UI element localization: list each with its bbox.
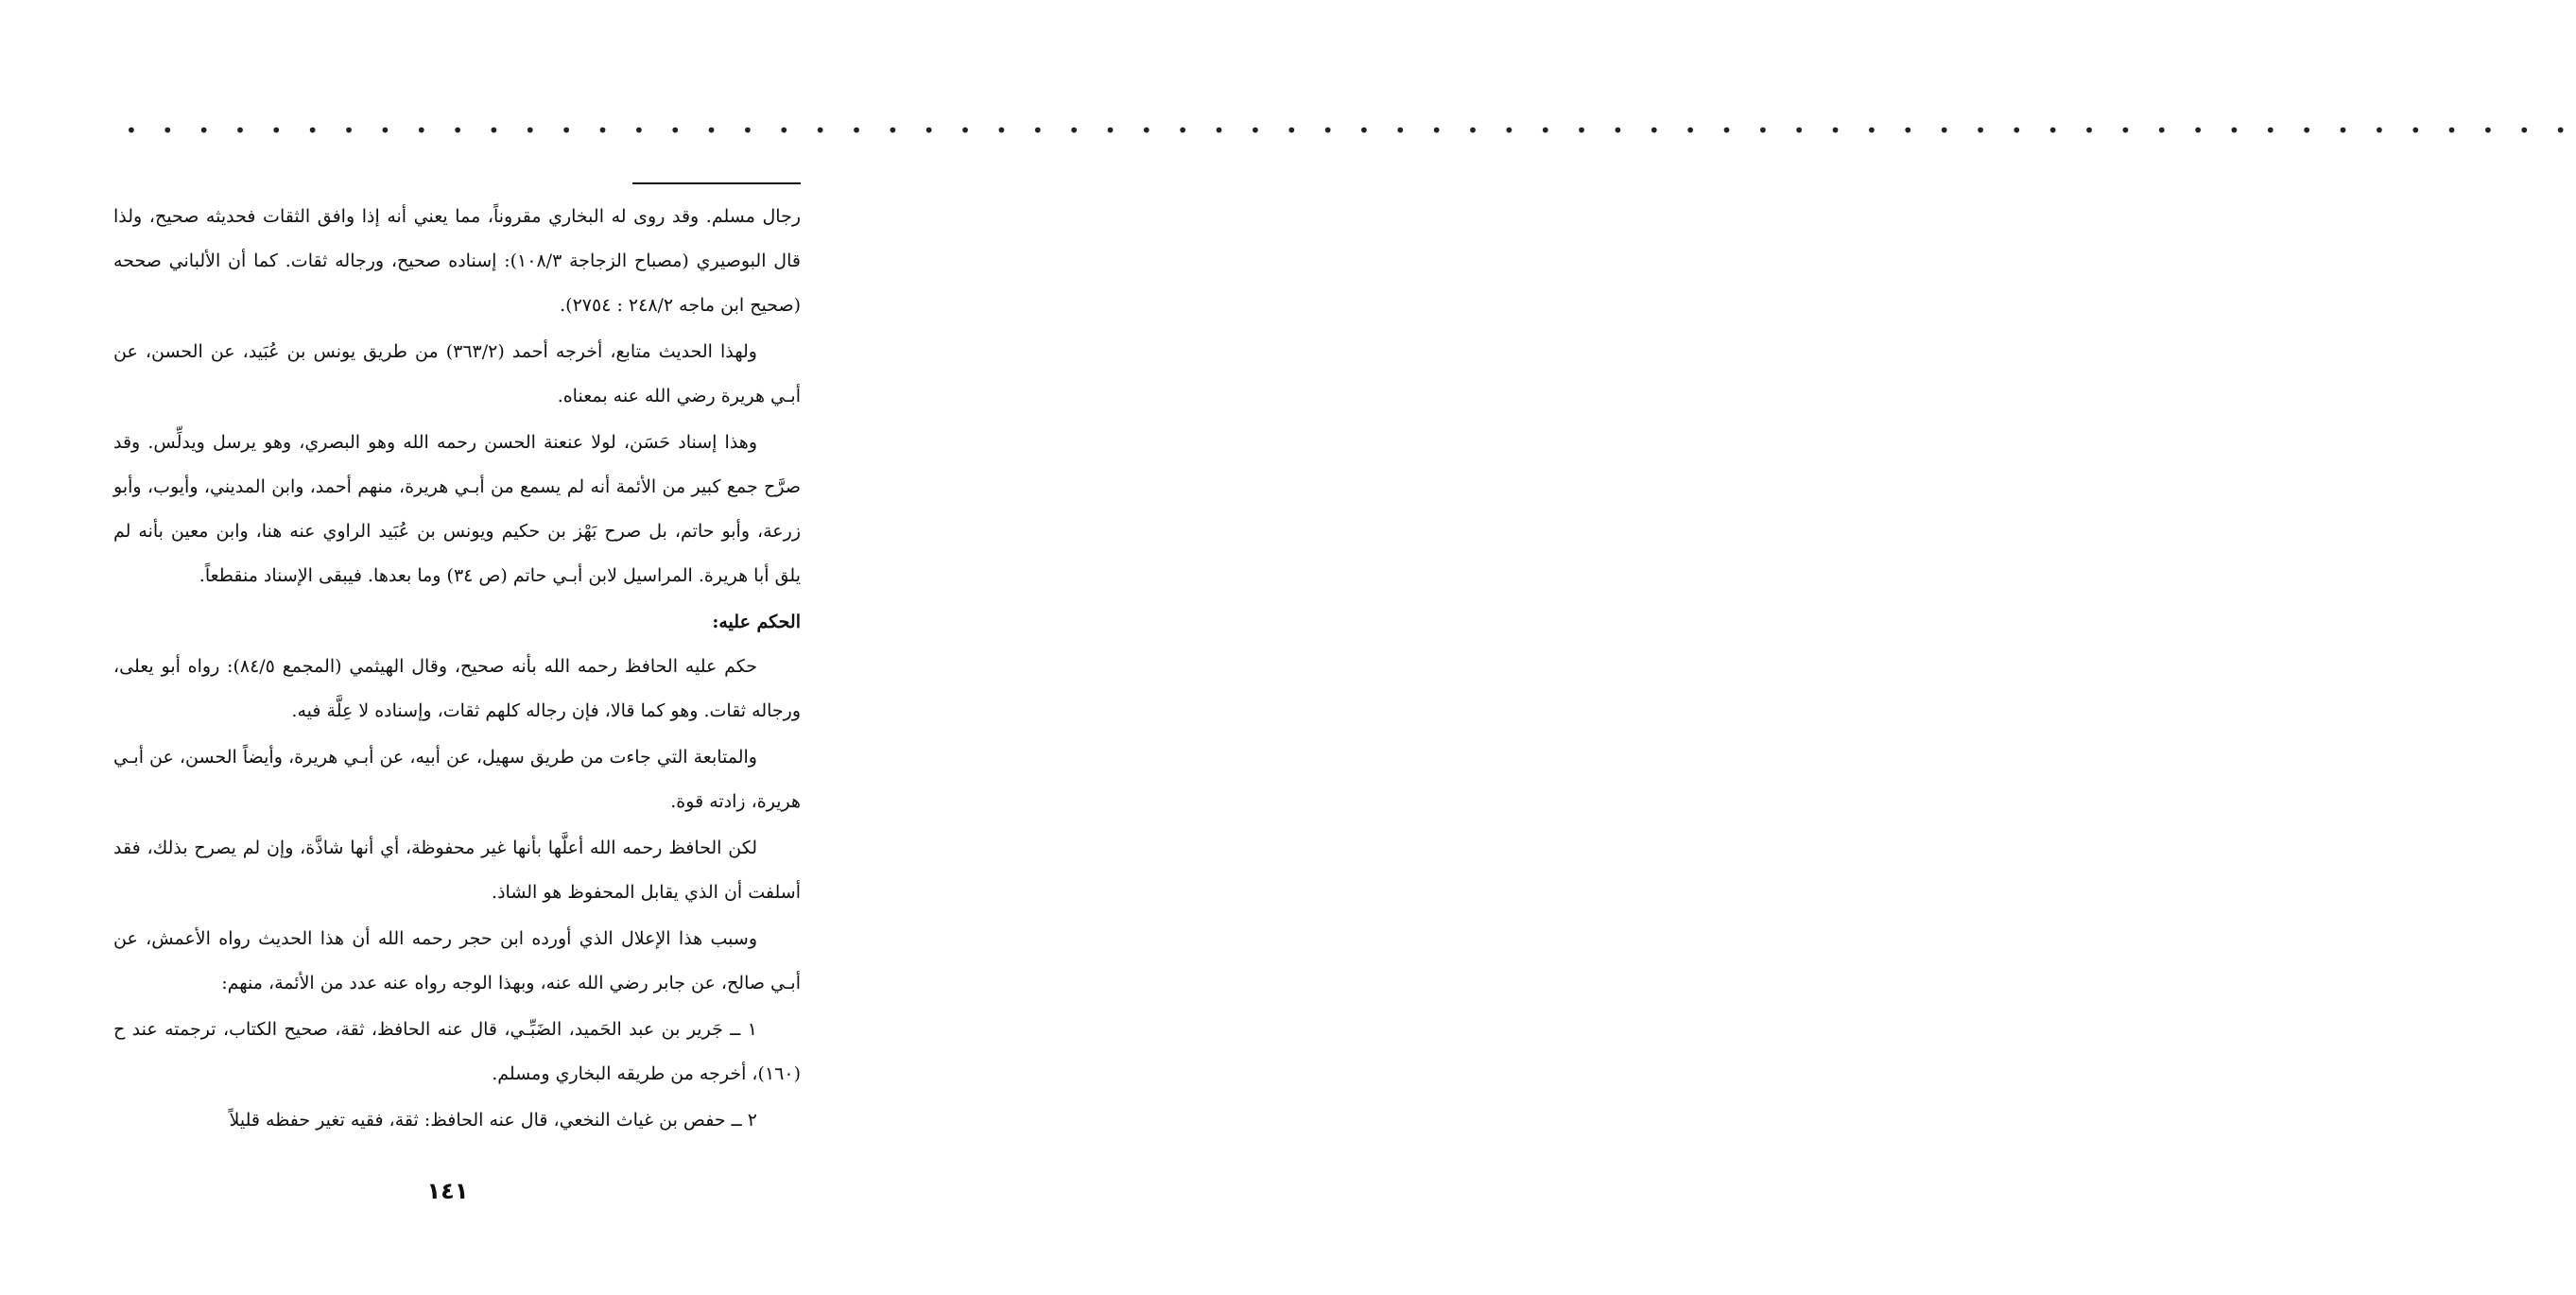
dotted-separator: • • • • • • • • • • • • • • • • • • • • • • • • • • • • • • • • • • • • • • • • • • • • • • • • • • • • • • • • • • • • • • • • • • • • [126, 119, 2576, 142]
paragraph-5: والمتابعة التي جاءت من طريق سهيل، عن أبيه، عن أبـي هريرة، وأيضاً الحسن، عن أبـي هريرة، زادته قوة. [113, 747, 801, 812]
footnote-rule [632, 182, 801, 184]
paragraph-1: رجال مسلم. وقد روى له البخاري مقروناً، مما يعني أنه إذا وافق الثقات فحديثه صحيح، ولذا قال البوصيري (مصباح الزجاجة ١٠٨/٣): إسناده صحيح، ورجاله ثقات. كما أن الألباني صححه (صحيح ابن ماجه ٢٤٨/٢ : ٢٧٥٤). [113, 206, 801, 316]
paragraph-6: لكن الحافظ رحمه الله أعلَّها بأنها غير محفوظة، أي أنها شاذَّة، وإن لم يصرح بذلك، فقد أسلفت أن الذي يقابل المحفوظ هو الشاذ. [113, 837, 801, 903]
paragraph-7: وسبب هذا الإعلال الذي أورده ابن حجر رحمه الله أن هذا الحديث رواه الأعمش، عن أبـي صالح، عن جابر رضي الله عنه، وبهذا الوجه رواه عنه عدد من الأئمة، منهم: [113, 928, 801, 993]
paragraph-4: حكم عليه الحافظ رحمه الله بأنه صحيح، وقال الهيثمي (المجمع ٨٤/٥): رواه أبو يعلى، ورجاله ثقات. وهو كما قالا، فإن رجاله كلهم ثقات، وإسناده لا عِلَّة فيه. [113, 656, 801, 721]
page-body [113, 195, 801, 1145]
paragraph-3: وهذا إسناد حَسَن، لولا عنعنة الحسن رحمه الله وهو البصري، وهو يرسل ويدلِّس. وقد صرَّح جمع كبير من الأئمة أنه لم يسمع من أبـي هريرة، منهم أحمد، وابن المديني، وأيوب، وأبو زرعة، وأبو حاتم، بل صرح بَهْز بن حكيم ويونس بن عُبَيد الراوي عنه هنا، وابن معين بأنه لم يلق أبا هريرة. المراسيل لابن أبـي حاتم (ص ٣٤) وما بعدها. فيبقى الإسناد منقطعاً. [113, 432, 801, 586]
page-number: ١٤١ [426, 1178, 469, 1204]
list-item-1: ١ ــ جَرير بن عبد الحَميد، الضَبِّـي، قال عنه الحافظ، ثقة، صحيح الكتاب، ترجمته عند ح (١٦٠)، أخرجه من طريقه البخاري ومسلم. [113, 1019, 801, 1084]
paragraph-2: ولهذا الحديث متابع، أخرجه أحمد (٣٦٣/٢) من طريق يونس بن عُبَيد، عن الحسن، عن أبـي هريرة رضي الله عنه بمعناه. [113, 341, 801, 406]
list-item-2: ٢ ــ حفص بن غياث النخعي، قال عنه الحافظ: ثقة، فقيه تغير حفظه قليلاً [229, 1110, 757, 1131]
section-heading: الحكم عليه: [712, 612, 801, 632]
